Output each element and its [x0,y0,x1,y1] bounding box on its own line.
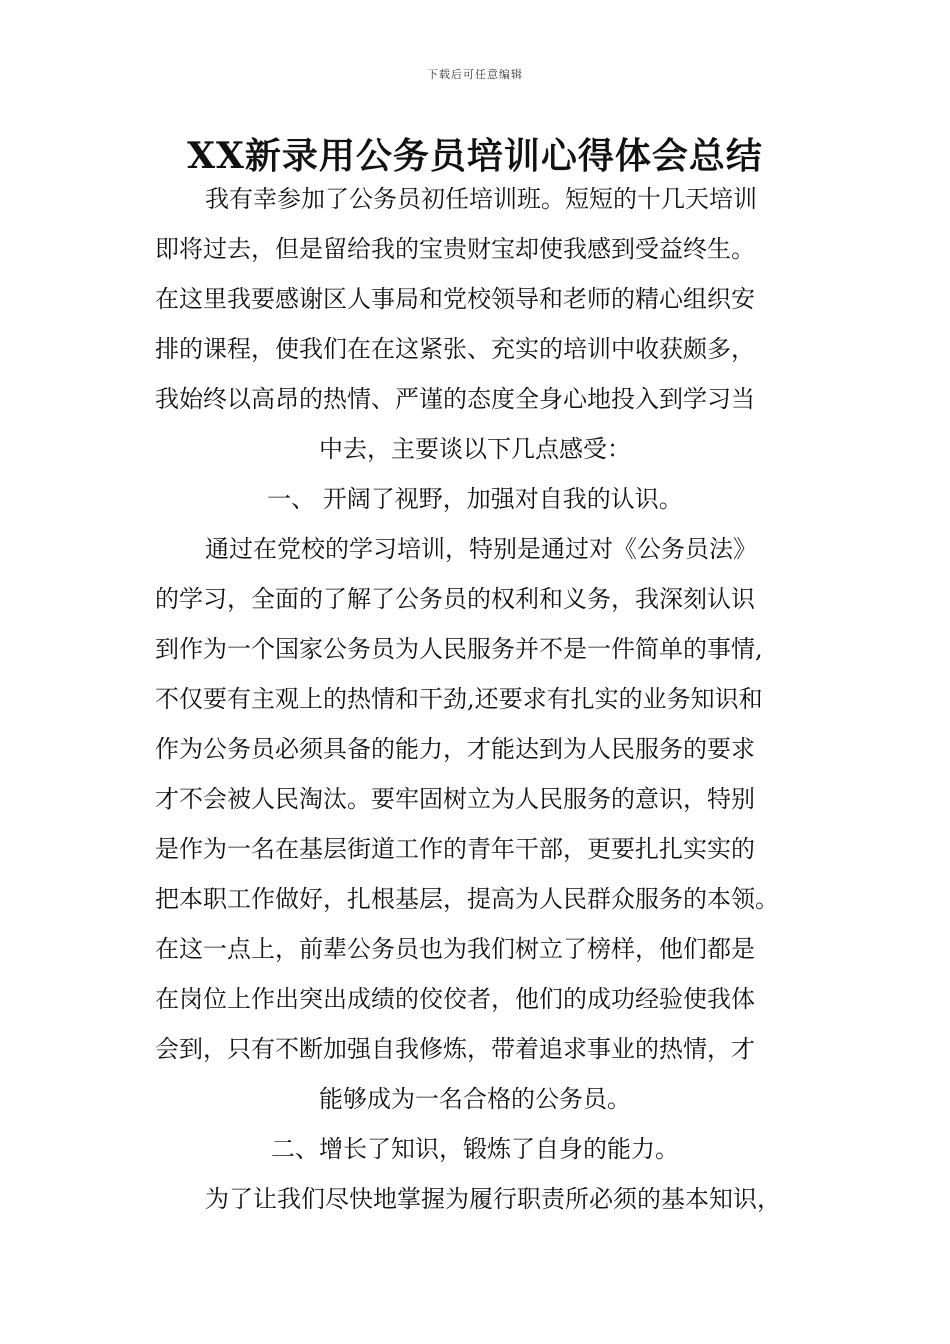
paragraph-line: 我始终以高昂的热情、严谨的态度全身心地投入到学习当 [155,385,755,413]
paragraph-line: 通过在党校的学习培训，特别是通过对《公务员法》 [205,535,757,563]
paragraph-line: 不仅要有主观上的热情和干劲,还要求有扎实的业务知识和 [155,685,763,713]
header-note: 下载后可任意编辑 [427,68,523,81]
section-heading: 二、增长了知识，锻炼了自身的能力。 [271,1135,679,1163]
document-title: XX新录用公务员培训心得体会总结 [187,135,763,177]
paragraph-line: 会到，只有不断加强自我修炼，带着追求事业的热情，才 [155,1035,755,1063]
paragraph-line: 排的课程，使我们在在这紧张、充实的培训中收获颇多， [155,335,755,363]
paragraph-line: 在岗位上作出突出成绩的佼佼者，他们的成功经验使我体 [155,985,755,1013]
paragraph-line: 能够成为一名合格的公务员。 [319,1085,631,1113]
paragraph-line: 即将过去，但是留给我的宝贵财宝却使我感到受益终生。 [155,235,755,263]
paragraph-line: 作为公务员必须具备的能力，才能达到为人民服务的要求 [155,735,755,763]
paragraph-line: 到作为一个国家公务员为人民服务并不是一件简单的事情, [155,635,763,663]
paragraph-line: 是作为一名在基层街道工作的青年干部，更要扎扎实实的 [155,835,755,863]
paragraph-line: 在这一点上，前辈公务员也为我们树立了榜样，他们都是 [155,935,755,963]
paragraph-line: 中去，主要谈以下几点感受： [319,435,631,463]
paragraph-line: 才不会被人民淘汰。要牢固树立为人民服务的意识，特别 [155,785,755,813]
paragraph-line: 的学习，全面的了解了公务员的权利和义务，我深刻认识 [155,585,755,613]
paragraph-line: 在这里我要感谢区人事局和党校领导和老师的精心组织安 [155,285,755,313]
paragraph-line: 我有幸参加了公务员初任培训班。短短的十几天培训 [205,185,757,213]
section-heading: 一、 开阔了视野，加强对自我的认识。 [267,485,683,513]
paragraph-line: 把本职工作做好，扎根基层，提高为人民群众服务的本领。 [155,885,779,913]
paragraph-line: 为了让我们尽快地掌握为履行职责所必须的基本知识， [205,1185,781,1213]
